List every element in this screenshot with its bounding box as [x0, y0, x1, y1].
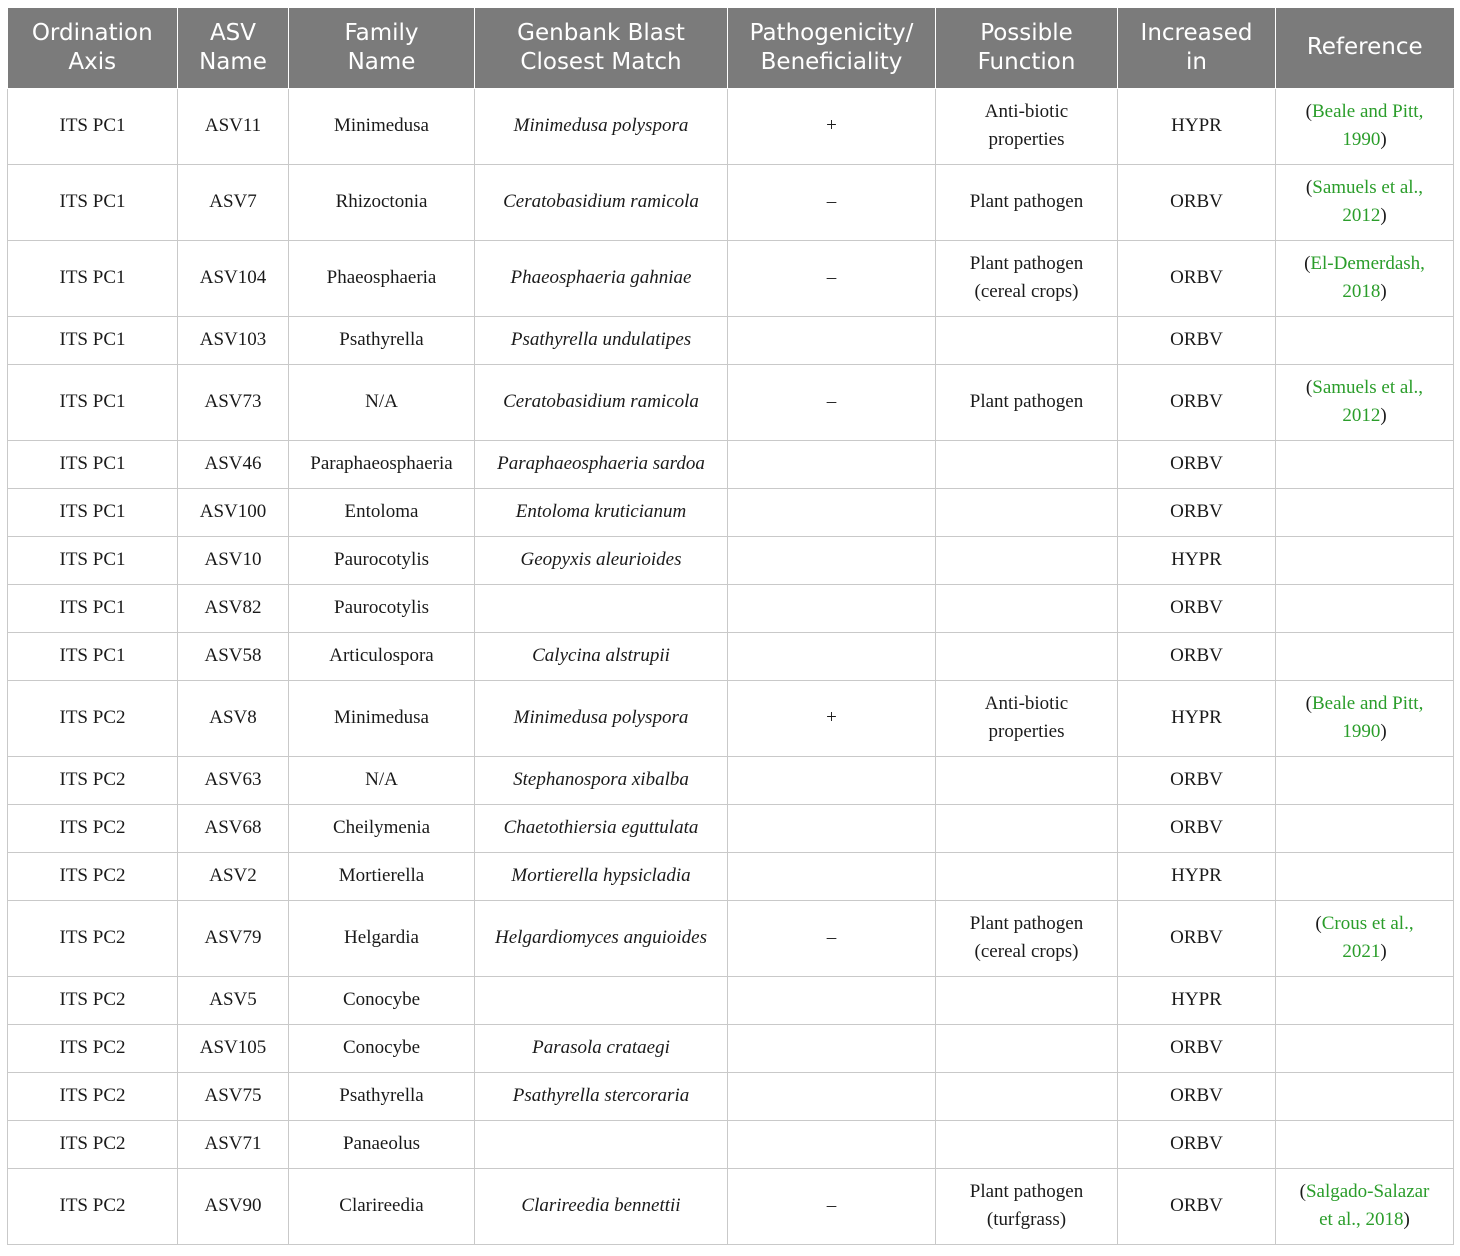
- cell-closest-match: [475, 976, 728, 1024]
- cell-pathogenicity: [728, 488, 936, 536]
- cell-possible-function: Plant pathogen (cereal crops): [936, 240, 1118, 316]
- cell-pathogenicity: [728, 536, 936, 584]
- cell-reference: (Beale and Pitt, 1990): [1276, 88, 1454, 164]
- cell-increased-in: ORBV: [1118, 488, 1276, 536]
- cell-pathogenicity: –: [728, 364, 936, 440]
- cell-ordination-axis: ITS PC1: [8, 632, 178, 680]
- cell-increased-in: ORBV: [1118, 440, 1276, 488]
- cell-closest-match: Helgardiomyces anguioides: [475, 900, 728, 976]
- cell-reference: [1276, 852, 1454, 900]
- cell-asv-name: ASV73: [178, 364, 289, 440]
- reference-link[interactable]: Samuels et al., 2012: [1312, 377, 1424, 426]
- cell-increased-in: ORBV: [1118, 584, 1276, 632]
- cell-family-name: Psathyrella: [289, 316, 475, 364]
- cell-ordination-axis: ITS PC1: [8, 164, 178, 240]
- cell-increased-in: ORBV: [1118, 1024, 1276, 1072]
- cell-reference: [1276, 804, 1454, 852]
- col-possible-function-header: Possible Function: [936, 8, 1118, 88]
- cell-pathogenicity: [728, 852, 936, 900]
- cell-possible-function: [936, 632, 1118, 680]
- reference-link[interactable]: Crous et al., 2021: [1321, 913, 1414, 962]
- cell-asv-name: ASV105: [178, 1024, 289, 1072]
- cell-possible-function: [936, 1120, 1118, 1168]
- cell-closest-match: Minimedusa polyspora: [475, 680, 728, 756]
- cell-ordination-axis: ITS PC1: [8, 488, 178, 536]
- reference-link[interactable]: Beale and Pitt, 1990: [1311, 101, 1424, 150]
- col-ordination-axis-header: Ordination Axis: [8, 8, 178, 88]
- cell-possible-function: Plant pathogen: [936, 164, 1118, 240]
- cell-possible-function: [936, 316, 1118, 364]
- cell-increased-in: ORBV: [1118, 164, 1276, 240]
- cell-asv-name: ASV5: [178, 976, 289, 1024]
- cell-asv-name: ASV104: [178, 240, 289, 316]
- cell-asv-name: ASV7: [178, 164, 289, 240]
- cell-increased-in: ORBV: [1118, 900, 1276, 976]
- cell-asv-name: ASV63: [178, 756, 289, 804]
- cell-family-name: Psathyrella: [289, 1072, 475, 1120]
- cell-pathogenicity: [728, 756, 936, 804]
- cell-family-name: Panaeolus: [289, 1120, 475, 1168]
- table-row: [8, 900, 1454, 976]
- cell-pathogenicity: –: [728, 1168, 936, 1244]
- table-row: [8, 1168, 1454, 1244]
- cell-family-name: Paurocotylis: [289, 584, 475, 632]
- table-row: [8, 976, 1454, 1024]
- cell-ordination-axis: ITS PC1: [8, 364, 178, 440]
- cell-asv-name: ASV2: [178, 852, 289, 900]
- cell-ordination-axis: ITS PC2: [8, 900, 178, 976]
- cell-possible-function: [936, 756, 1118, 804]
- cell-closest-match: Geopyxis aleurioides: [475, 536, 728, 584]
- cell-pathogenicity: [728, 316, 936, 364]
- table-row: [8, 316, 1454, 364]
- cell-family-name: Helgardia: [289, 900, 475, 976]
- table-row: [8, 440, 1454, 488]
- cell-ordination-axis: ITS PC2: [8, 756, 178, 804]
- cell-pathogenicity: +: [728, 88, 936, 164]
- cell-reference: [1276, 976, 1454, 1024]
- table-row: [8, 804, 1454, 852]
- cell-pathogenicity: [728, 440, 936, 488]
- cell-increased-in: ORBV: [1118, 1168, 1276, 1244]
- cell-ordination-axis: ITS PC1: [8, 88, 178, 164]
- col-reference-header: Reference: [1276, 8, 1454, 88]
- cell-family-name: Minimedusa: [289, 680, 475, 756]
- cell-possible-function: Anti-biotic properties: [936, 88, 1118, 164]
- cell-reference: [1276, 440, 1454, 488]
- cell-family-name: Conocybe: [289, 1024, 475, 1072]
- cell-closest-match: [475, 584, 728, 632]
- cell-reference: [1276, 536, 1454, 584]
- cell-ordination-axis: ITS PC2: [8, 976, 178, 1024]
- table-container: [7, 8, 1453, 1245]
- cell-pathogenicity: [728, 632, 936, 680]
- reference-link[interactable]: Salgado-Salazar et al., 2018: [1305, 1181, 1430, 1230]
- table-row: [8, 756, 1454, 804]
- cell-family-name: Phaeosphaeria: [289, 240, 475, 316]
- cell-ordination-axis: ITS PC1: [8, 240, 178, 316]
- cell-ordination-axis: ITS PC2: [8, 804, 178, 852]
- cell-reference: [1276, 1072, 1454, 1120]
- cell-asv-name: ASV8: [178, 680, 289, 756]
- cell-pathogenicity: [728, 1024, 936, 1072]
- table-row: [8, 680, 1454, 756]
- cell-family-name: Rhizoctonia: [289, 164, 475, 240]
- cell-closest-match: Psathyrella undulatipes: [475, 316, 728, 364]
- cell-increased-in: HYPR: [1118, 976, 1276, 1024]
- cell-possible-function: [936, 804, 1118, 852]
- cell-increased-in: ORBV: [1118, 364, 1276, 440]
- cell-ordination-axis: ITS PC1: [8, 584, 178, 632]
- cell-increased-in: ORBV: [1118, 1120, 1276, 1168]
- cell-ordination-axis: ITS PC1: [8, 440, 178, 488]
- cell-family-name: Entoloma: [289, 488, 475, 536]
- table-row: [8, 88, 1454, 164]
- table-row: [8, 536, 1454, 584]
- cell-possible-function: Plant pathogen (turfgrass): [936, 1168, 1118, 1244]
- cell-increased-in: ORBV: [1118, 756, 1276, 804]
- table-row: [8, 164, 1454, 240]
- cell-family-name: Paraphaeosphaeria: [289, 440, 475, 488]
- cell-increased-in: ORBV: [1118, 632, 1276, 680]
- col-pathogenicity-header: Pathogenicity/ Beneficiality: [728, 8, 936, 88]
- cell-family-name: Paurocotylis: [289, 536, 475, 584]
- cell-family-name: Articulospora: [289, 632, 475, 680]
- cell-asv-name: ASV58: [178, 632, 289, 680]
- cell-ordination-axis: ITS PC2: [8, 1024, 178, 1072]
- cell-closest-match: Minimedusa polyspora: [475, 88, 728, 164]
- col-family-name-header: Family Name: [289, 8, 475, 88]
- cell-closest-match: Chaetothiersia eguttulata: [475, 804, 728, 852]
- cell-closest-match: Stephanospora xibalba: [475, 756, 728, 804]
- cell-ordination-axis: ITS PC1: [8, 536, 178, 584]
- table-row: [8, 488, 1454, 536]
- cell-possible-function: [936, 1024, 1118, 1072]
- cell-asv-name: ASV100: [178, 488, 289, 536]
- cell-pathogenicity: –: [728, 900, 936, 976]
- table-row: [8, 1024, 1454, 1072]
- cell-closest-match: [475, 1120, 728, 1168]
- cell-possible-function: [936, 488, 1118, 536]
- cell-reference: (Beale and Pitt, 1990): [1276, 680, 1454, 756]
- cell-pathogenicity: [728, 1120, 936, 1168]
- cell-closest-match: Psathyrella stercoraria: [475, 1072, 728, 1120]
- table-row: [8, 240, 1454, 316]
- cell-ordination-axis: ITS PC2: [8, 1120, 178, 1168]
- table-row: [8, 852, 1454, 900]
- cell-closest-match: Ceratobasidium ramicola: [475, 364, 728, 440]
- cell-possible-function: [936, 440, 1118, 488]
- cell-increased-in: HYPR: [1118, 852, 1276, 900]
- cell-asv-name: ASV75: [178, 1072, 289, 1120]
- cell-ordination-axis: ITS PC1: [8, 316, 178, 364]
- cell-reference: [1276, 584, 1454, 632]
- cell-increased-in: ORBV: [1118, 1072, 1276, 1120]
- cell-pathogenicity: +: [728, 680, 936, 756]
- cell-reference: (Crous et al., 2021): [1276, 900, 1454, 976]
- cell-reference: (Samuels et al., 2012): [1276, 164, 1454, 240]
- cell-increased-in: HYPR: [1118, 680, 1276, 756]
- cell-family-name: N/A: [289, 364, 475, 440]
- cell-reference: (Salgado-Salazar et al., 2018): [1276, 1168, 1454, 1244]
- cell-reference: [1276, 316, 1454, 364]
- cell-possible-function: [936, 536, 1118, 584]
- col-increased-in-header: Increased in: [1118, 8, 1276, 88]
- cell-increased-in: ORBV: [1118, 804, 1276, 852]
- cell-asv-name: ASV82: [178, 584, 289, 632]
- cell-family-name: Conocybe: [289, 976, 475, 1024]
- cell-possible-function: Plant pathogen (cereal crops): [936, 900, 1118, 976]
- cell-family-name: Minimedusa: [289, 88, 475, 164]
- cell-pathogenicity: –: [728, 164, 936, 240]
- cell-pathogenicity: [728, 976, 936, 1024]
- cell-reference: (Samuels et al., 2012): [1276, 364, 1454, 440]
- cell-possible-function: Anti-biotic properties: [936, 680, 1118, 756]
- reference-link[interactable]: El-Demerdash, 2018: [1310, 253, 1425, 302]
- col-closest-match-header: Genbank Blast Closest Match: [475, 8, 728, 88]
- cell-reference: [1276, 756, 1454, 804]
- cell-possible-function: [936, 1072, 1118, 1120]
- data-table: [7, 8, 1454, 1245]
- cell-ordination-axis: ITS PC2: [8, 1168, 178, 1244]
- cell-asv-name: ASV68: [178, 804, 289, 852]
- cell-ordination-axis: ITS PC2: [8, 1072, 178, 1120]
- cell-asv-name: ASV79: [178, 900, 289, 976]
- cell-increased-in: ORBV: [1118, 316, 1276, 364]
- cell-reference: [1276, 488, 1454, 536]
- cell-pathogenicity: [728, 804, 936, 852]
- cell-closest-match: Ceratobasidium ramicola: [475, 164, 728, 240]
- cell-asv-name: ASV10: [178, 536, 289, 584]
- cell-closest-match: Parasola crataegi: [475, 1024, 728, 1072]
- cell-family-name: Clarireedia: [289, 1168, 475, 1244]
- cell-closest-match: Paraphaeosphaeria sardoa: [475, 440, 728, 488]
- cell-family-name: Mortierella: [289, 852, 475, 900]
- cell-closest-match: Entoloma kruticianum: [475, 488, 728, 536]
- cell-closest-match: Mortierella hypsicladia: [475, 852, 728, 900]
- cell-asv-name: ASV103: [178, 316, 289, 364]
- cell-reference: [1276, 1024, 1454, 1072]
- reference-link[interactable]: Samuels et al., 2012: [1312, 177, 1424, 226]
- reference-link[interactable]: Beale and Pitt, 1990: [1311, 693, 1424, 742]
- cell-closest-match: Clarireedia bennettii: [475, 1168, 728, 1244]
- cell-closest-match: Calycina alstrupii: [475, 632, 728, 680]
- cell-closest-match: Phaeosphaeria gahniae: [475, 240, 728, 316]
- cell-family-name: Cheilymenia: [289, 804, 475, 852]
- table-row: [8, 364, 1454, 440]
- cell-asv-name: ASV90: [178, 1168, 289, 1244]
- cell-possible-function: [936, 976, 1118, 1024]
- header-row: [8, 8, 1454, 88]
- cell-pathogenicity: [728, 1072, 936, 1120]
- col-asv-name-header: ASV Name: [178, 8, 289, 88]
- cell-reference: [1276, 1120, 1454, 1168]
- table-row: [8, 584, 1454, 632]
- cell-possible-function: Plant pathogen: [936, 364, 1118, 440]
- cell-asv-name: ASV11: [178, 88, 289, 164]
- table-row: [8, 1072, 1454, 1120]
- cell-ordination-axis: ITS PC2: [8, 680, 178, 756]
- cell-ordination-axis: ITS PC2: [8, 852, 178, 900]
- cell-pathogenicity: [728, 584, 936, 632]
- table-row: [8, 1120, 1454, 1168]
- cell-reference: [1276, 632, 1454, 680]
- cell-asv-name: ASV71: [178, 1120, 289, 1168]
- cell-increased-in: HYPR: [1118, 536, 1276, 584]
- table-body: [8, 88, 1454, 1244]
- cell-reference: (El-Demerdash, 2018): [1276, 240, 1454, 316]
- cell-family-name: N/A: [289, 756, 475, 804]
- cell-possible-function: [936, 852, 1118, 900]
- cell-increased-in: HYPR: [1118, 88, 1276, 164]
- table-row: [8, 632, 1454, 680]
- cell-asv-name: ASV46: [178, 440, 289, 488]
- cell-pathogenicity: –: [728, 240, 936, 316]
- cell-increased-in: ORBV: [1118, 240, 1276, 316]
- cell-possible-function: [936, 584, 1118, 632]
